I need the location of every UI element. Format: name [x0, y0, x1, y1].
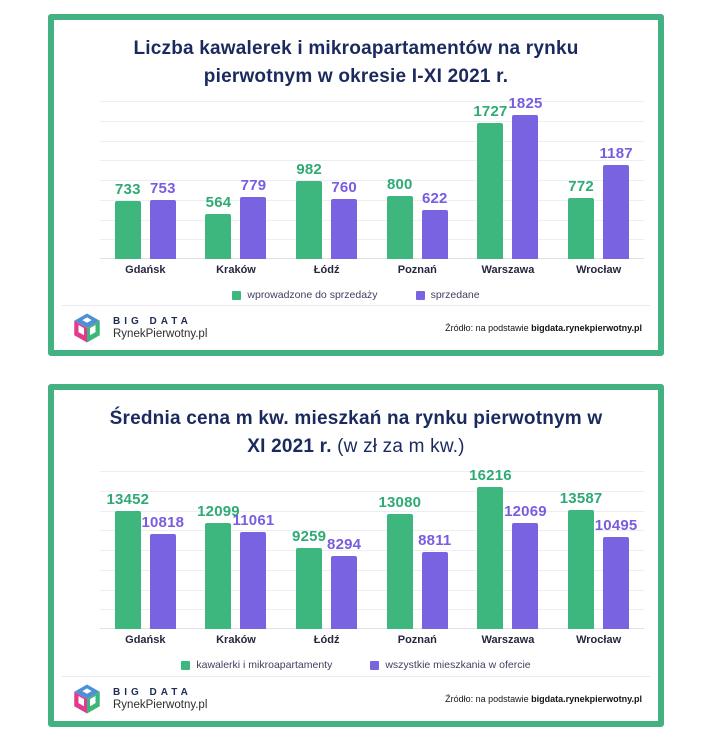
- bar-column: [594, 471, 638, 629]
- bar: [568, 510, 594, 629]
- bar-value-label: 16216: [469, 467, 512, 484]
- bar: [150, 534, 176, 629]
- chart-card-apartment-count: [48, 14, 664, 356]
- category-axis: [100, 264, 644, 276]
- bar: [150, 200, 176, 259]
- card-footer: [62, 676, 650, 721]
- bar: [603, 165, 629, 259]
- bar-value-label: 760: [331, 179, 357, 196]
- bar: [205, 523, 231, 629]
- bar-group: [469, 467, 547, 629]
- bar-group: [106, 471, 185, 629]
- logo-text: [113, 687, 207, 711]
- bar-value-label: 13452: [106, 491, 150, 508]
- bar-value-label: 800: [386, 176, 413, 193]
- category-label: Warszawa: [481, 634, 535, 646]
- bar: [296, 181, 322, 259]
- legend: [54, 289, 658, 301]
- category-label: Łódź: [313, 634, 340, 646]
- category-label: Kraków: [216, 634, 256, 646]
- category-label: Poznań: [397, 634, 437, 646]
- category-label: Poznań: [397, 264, 437, 276]
- bar: [296, 548, 322, 629]
- bar-column: [115, 101, 141, 259]
- bar: [331, 556, 357, 629]
- bar-column: [378, 471, 422, 629]
- chart-title-suffix: (w zł za m kw.): [331, 436, 465, 457]
- category-label: Warszawa: [481, 264, 535, 276]
- bar-group: [115, 101, 176, 259]
- source-domain: bigdata.rynekpierwotny.pl: [531, 323, 642, 333]
- bar-value-label: 11061: [232, 512, 275, 529]
- bar-value-label: 1825: [508, 95, 543, 112]
- logo-line-1: BIG DATA: [113, 316, 192, 327]
- bar: [512, 523, 538, 629]
- bar: [115, 511, 141, 629]
- bar: [512, 115, 538, 259]
- bar-column: [559, 471, 603, 629]
- legend-label: kawalerki i mikroapartamenty: [196, 659, 333, 671]
- logo-line-2: RynekPierwotny.pl: [113, 328, 208, 340]
- legend-swatch-purple: [370, 661, 379, 670]
- cube-logo-icon: [70, 310, 104, 346]
- bar-value-label: 772: [568, 178, 594, 195]
- bar-column: [473, 101, 508, 259]
- logo-line-2: RynekPierwotny.pl: [113, 699, 208, 711]
- legend-label: wszystkie mieszkania w ofercie: [385, 659, 531, 671]
- bar-column: [327, 471, 362, 629]
- bar-group: [473, 95, 543, 259]
- chart-title: [106, 35, 606, 91]
- bar: [422, 552, 448, 629]
- source-text: [445, 323, 642, 333]
- bar-column: [568, 101, 594, 259]
- bar: [331, 199, 357, 259]
- bar-column: [205, 101, 231, 259]
- bar-column: [508, 95, 543, 259]
- bar-group: [568, 101, 633, 259]
- bar-value-label: 622: [421, 190, 448, 207]
- legend-item: [232, 289, 377, 301]
- bar-value-label: 8811: [418, 532, 452, 549]
- source-text: [445, 694, 642, 704]
- legend-label: sprzedane: [430, 289, 480, 301]
- bar-column: [106, 471, 150, 629]
- bar-group: [387, 101, 448, 259]
- bar-value-label: 564: [205, 194, 232, 211]
- logo-line-1: BIG DATA: [113, 687, 192, 698]
- bar-group: [559, 471, 638, 629]
- bar-value-label: 13587: [559, 490, 603, 507]
- bar-value-label: 779: [240, 177, 267, 194]
- legend-label: wprowadzone do sprzedaży: [247, 289, 378, 301]
- bar-groups: [100, 467, 644, 629]
- category-label: Kraków: [216, 264, 256, 276]
- category-label: Gdańsk: [125, 264, 166, 276]
- bar: [422, 210, 448, 259]
- bar-value-label: 8294: [327, 536, 362, 553]
- legend-swatch-green: [232, 291, 241, 300]
- bar-value-label: 982: [296, 161, 322, 178]
- bar-column: [599, 101, 633, 259]
- plot-area: [100, 95, 644, 259]
- bar-column: [141, 471, 185, 629]
- bar-groups: [100, 95, 644, 259]
- bar-value-label: 733: [115, 181, 141, 198]
- bar-column: [232, 471, 275, 629]
- big-data-logo: [70, 310, 207, 346]
- source-prefix: Źródło: na podstawie: [445, 694, 532, 704]
- bar-column: [240, 101, 266, 259]
- chart-title-main: Średnia cena m kw. mieszkań na rynku pierwotnym w XI 2021 r.: [109, 408, 603, 457]
- bar: [568, 198, 594, 259]
- legend-swatch-green: [181, 661, 190, 670]
- legend-item: [181, 659, 332, 671]
- plot-area: [100, 467, 644, 629]
- chart-card-price-per-sqm: [48, 384, 664, 727]
- bar-group: [205, 101, 266, 259]
- bar-column: [296, 101, 322, 259]
- bar-value-label: 9259: [292, 528, 327, 545]
- bar-column: [418, 471, 452, 629]
- legend-item: [370, 659, 530, 671]
- bar-column: [422, 101, 448, 259]
- legend: [54, 659, 658, 671]
- bar: [387, 514, 413, 629]
- bar: [477, 487, 503, 629]
- category-label: Wrocław: [576, 634, 622, 646]
- bar-value-label: 1187: [599, 145, 633, 162]
- category-label: Łódź: [313, 264, 340, 276]
- category-label: Wrocław: [576, 264, 622, 276]
- bar-group: [197, 471, 275, 629]
- bar: [115, 201, 141, 259]
- bar-column: [331, 101, 357, 259]
- bar-group: [378, 471, 452, 629]
- source-domain: bigdata.rynekpierwotny.pl: [531, 694, 642, 704]
- bar-value-label: 1727: [473, 103, 508, 120]
- bar: [387, 196, 413, 259]
- category-axis: [100, 634, 644, 646]
- bar: [477, 123, 503, 259]
- bar-value-label: 753: [150, 180, 176, 197]
- bar: [205, 214, 231, 259]
- chart-title: [106, 405, 606, 461]
- bar-column: [150, 101, 176, 259]
- card-footer: [62, 305, 650, 350]
- bar-column: [387, 101, 413, 259]
- bar-group: [296, 101, 357, 259]
- bar-value-label: 10818: [141, 514, 185, 531]
- bar: [240, 197, 266, 259]
- chart-title-main: Liczba kawalerek i mikroapartamentów na rynku pierwotnym w okresie I-XI 2021 r.: [133, 38, 579, 87]
- logo-text: [113, 316, 207, 340]
- category-label: Gdańsk: [125, 634, 166, 646]
- legend-swatch-purple: [416, 291, 425, 300]
- bar-value-label: 10495: [594, 517, 638, 534]
- bar-column: [197, 471, 240, 629]
- big-data-logo: [70, 681, 207, 717]
- bar: [603, 537, 629, 629]
- bar-column: [292, 471, 327, 629]
- cube-logo-icon: [70, 681, 104, 717]
- bar-value-label: 12099: [197, 503, 240, 520]
- bar-value-label: 13080: [378, 494, 422, 511]
- source-prefix: Źródło: na podstawie: [445, 323, 532, 333]
- bar-group: [292, 471, 362, 629]
- bar-column: [469, 467, 512, 629]
- bar: [240, 532, 266, 629]
- bar-column: [504, 471, 547, 629]
- legend-item: [416, 289, 480, 301]
- bar-value-label: 12069: [504, 503, 547, 520]
